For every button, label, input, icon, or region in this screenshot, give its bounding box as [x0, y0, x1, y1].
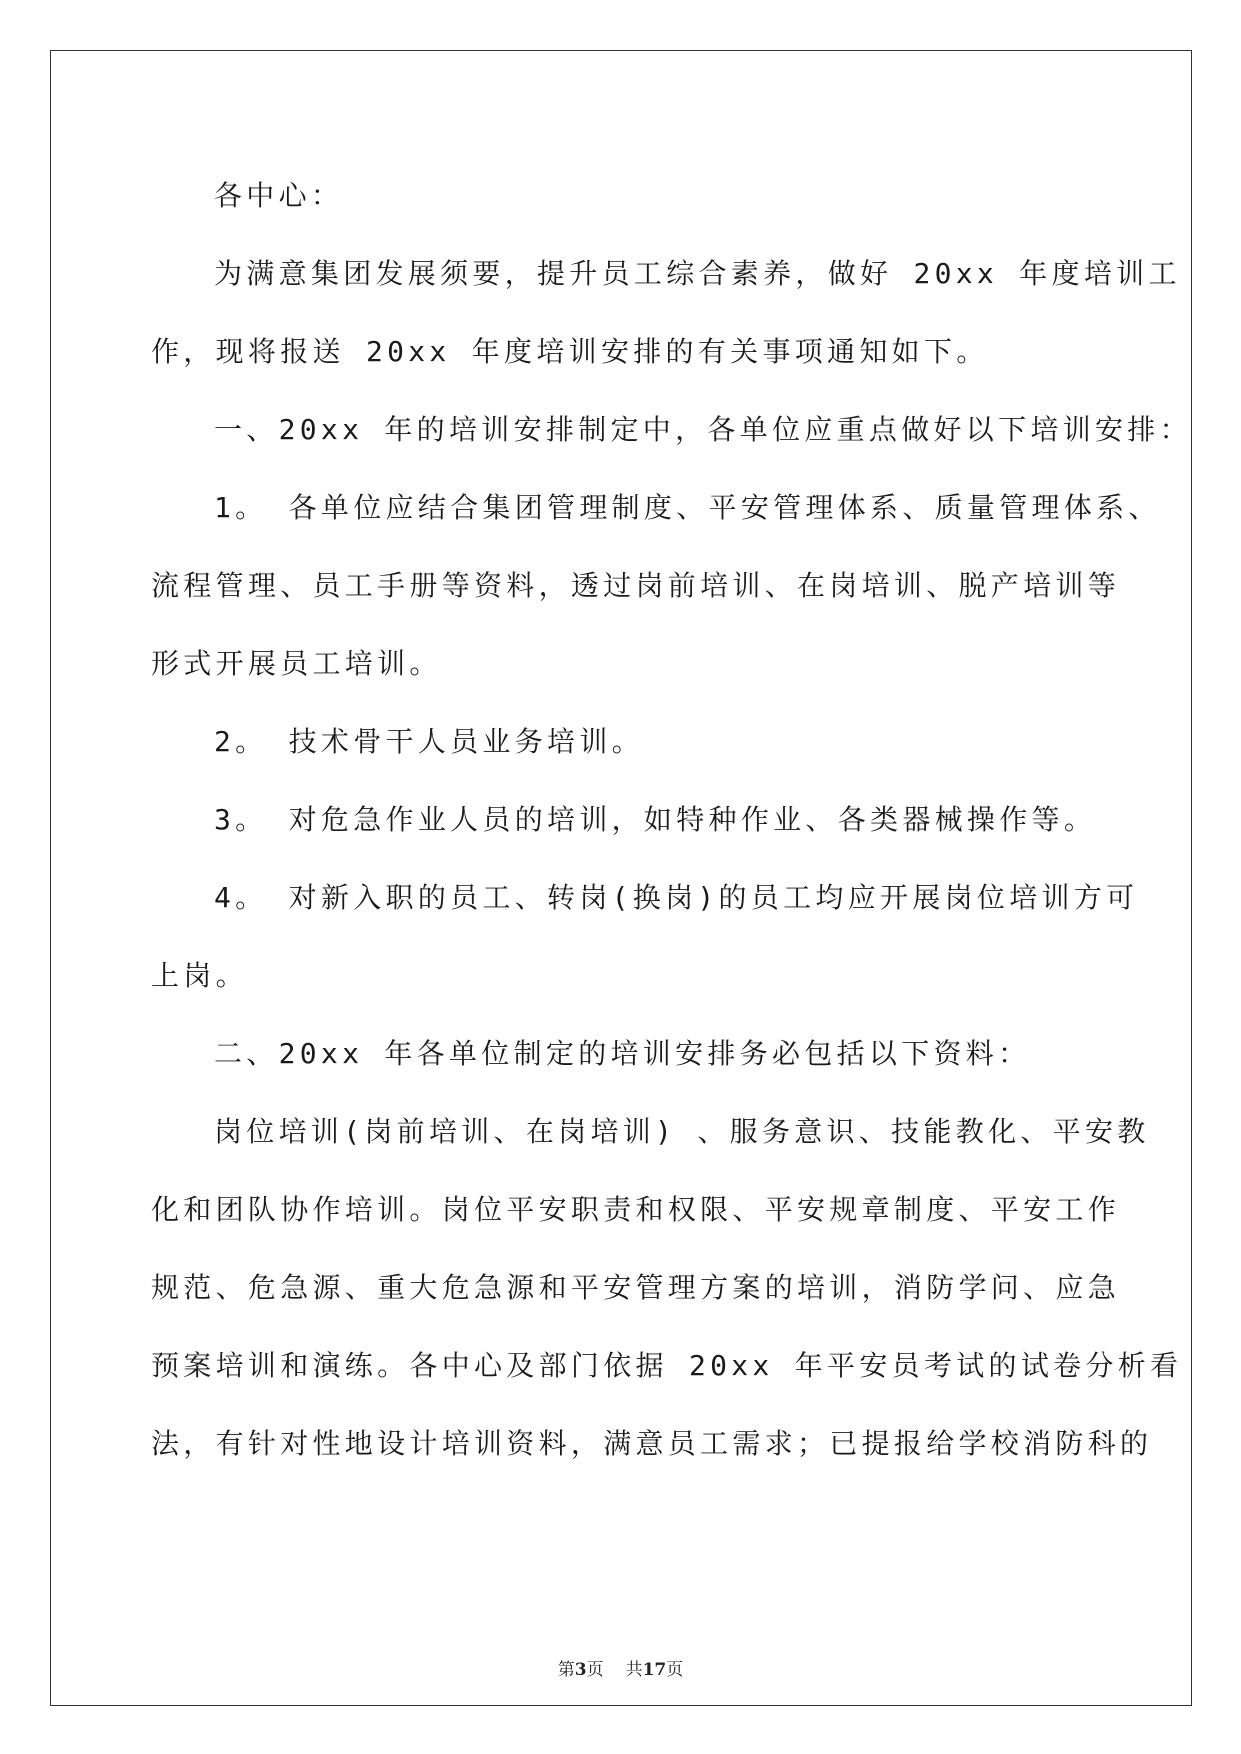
total-suffix: 页 [666, 1660, 684, 1680]
page-total [626, 1660, 684, 1680]
list-item-line: 流程管理、员工手册等资料，透过岗前培训、在岗培训、脱产培训等 [151, 569, 1121, 602]
list-item-line: 3。 对危急作业人员的培训，如特种作业、各类器械操作等。 [214, 803, 1097, 836]
paragraph-line: 为满意集团发展须要，提升员工综合素养，做好 20xx 年度培训工 [214, 257, 1181, 290]
total-prefix: 共 [625, 1660, 643, 1680]
page-number [558, 1660, 604, 1680]
current-page: 3 [574, 1660, 587, 1680]
list-item-line: 1。 各单位应结合集团管理制度、平安管理体系、质量管理体系、 [214, 491, 1161, 524]
paragraph-line: 化和团队协作培训。岗位平安职责和权限、平安规章制度、平安工作 [151, 1193, 1121, 1226]
salutation-line: 各中心： [214, 179, 344, 212]
paragraph-line: 法，有针对性地设计培训资料，满意员工需求；已提报给学校消防科的 [151, 1427, 1153, 1460]
list-item-line: 2。 技术骨干人员业务培训。 [214, 725, 644, 758]
paragraph-line: 预案培训和演练。各中心及部门依据 20xx 年平安员考试的试卷分析看 [151, 1349, 1183, 1382]
list-item-line: 4。 对新入职的员工、转岗(换岗)的员工均应开展岗位培训方可 [214, 881, 1139, 914]
paragraph-line: 作，现将报送 20xx 年度培训安排的有关事项通知如下。 [151, 335, 989, 368]
list-item-line: 形式开展员工培训。 [151, 647, 442, 680]
paragraph-line: 岗位培训(岗前培训、在岗培训) 、服务意识、技能教化、平安教 [214, 1115, 1150, 1148]
total-pages: 17 [642, 1660, 667, 1680]
page-suffix: 页 [586, 1660, 604, 1680]
list-item-line: 上岗。 [151, 959, 248, 992]
section-heading-line: 二、20xx 年各单位制定的培训安排务必包括以下资料： [214, 1037, 1031, 1070]
paragraph-line: 规范、危急源、重大危急源和平安管理方案的培训，消防学问、应急 [151, 1271, 1121, 1304]
section-heading-line: 一、20xx 年的培训安排制定中，各单位应重点做好以下培训安排： [214, 413, 1192, 446]
page-footer [0, 1658, 1241, 1682]
page-prefix: 第 [557, 1660, 575, 1680]
